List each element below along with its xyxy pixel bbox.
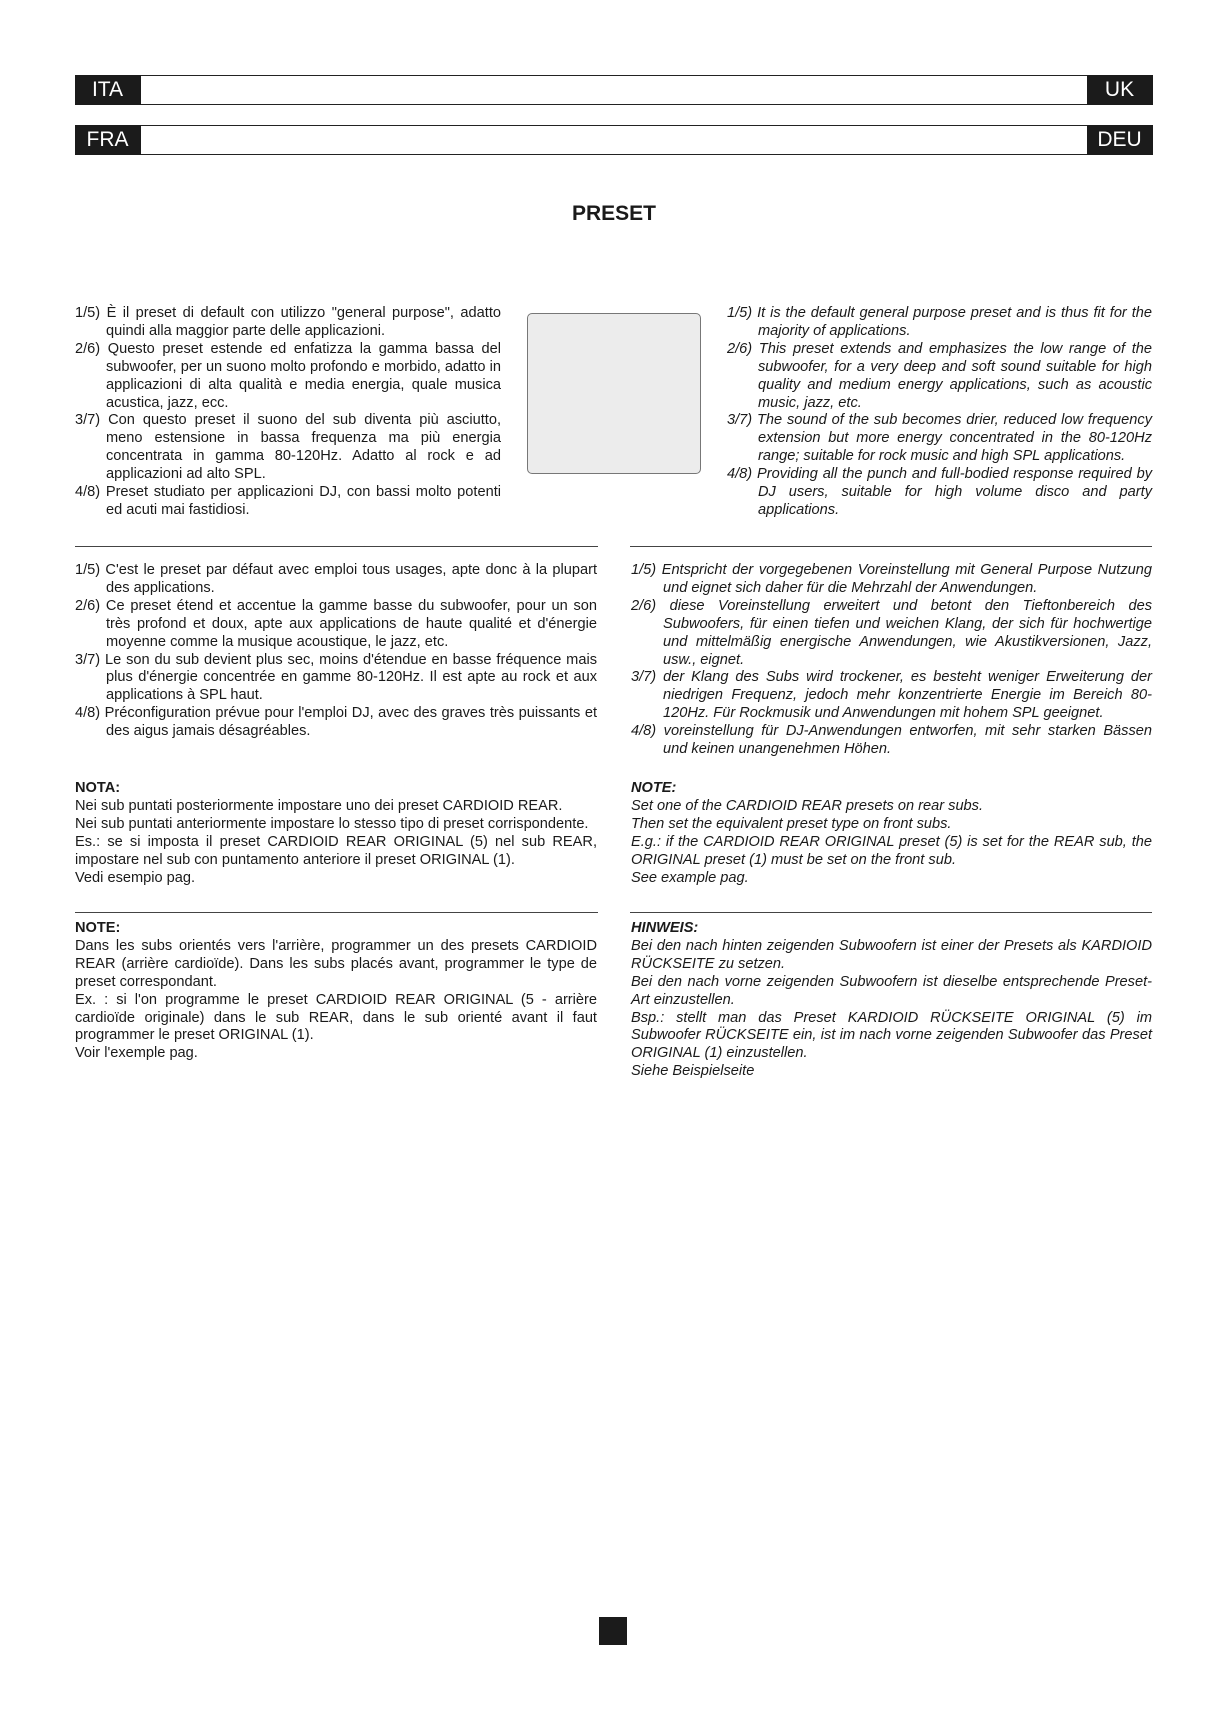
deu-note <box>631 920 1152 1081</box>
ita-note-title: NOTA: <box>75 780 121 796</box>
fra-note-line: Ex. : si l'on programme le preset CARDIOID REAR ORIGINAL (5 - arrière cardioïde originale) dans le sub REAR, dans le sub orienté avant il faut programmer le preset ORIGINAL (1). <box>75 991 597 1044</box>
header-bar-ita-uk <box>75 75 1152 105</box>
ita-preset-item: 3/7) Con questo preset il suono del sub diventa più asciutto, meno estensione in bassa frequenza ma più energia concentrata in gamma 80-120Hz. Adatto al rock e ad applicazioni ad alto SPL. <box>75 412 501 483</box>
ita-preset-item: 2/6) Questo preset estende ed enfatizza la gamma bassa del subwoofer, per un suono molto profondo e morbido, adatto in applicazioni di alta qualità e media energia, quale musica acustica, jazz, ecc. <box>75 340 501 411</box>
deu-note-line: Bei den nach hinten zeigenden Subwoofern ist einer der Presets als KARDIOID RÜCKSEITE zu setzen. <box>631 937 1152 972</box>
deu-note-title: HINWEIS: <box>631 920 699 936</box>
ita-note-line: Nei sub puntati anteriormente impostare lo stesso tipo di preset corrispondente. <box>75 815 589 832</box>
uk-note <box>631 780 1152 887</box>
uk-preset-item: 2/6) This preset extends and emphasizes the low range of the subwoofer, for a very deep and soft sound suitable for high quality and medium energy applications, such as acoustic music, jazz, etc. <box>727 340 1152 411</box>
uk-note-line: See example pag. <box>631 869 749 886</box>
page-title: PRESET <box>571 202 657 225</box>
page-number-box <box>599 1617 627 1645</box>
fra-note-line: Dans les subs orientés vers l'arrière, programmer un des presets CARDIOID REAR (arrière cardioïde). Dans les subs placés avant, programmer le type de preset correspondant. <box>75 937 597 990</box>
divider-left-1 <box>75 546 598 547</box>
uk-note-line: E.g.: if the CARDIOID REAR ORIGINAL preset (5) is set for the REAR sub, the ORIGINAL preset (1) must be set on the front sub. <box>631 833 1152 868</box>
fra-preset-list <box>75 562 597 741</box>
header-bar-fra-deu <box>75 125 1152 155</box>
language-tag-fra: FRA <box>75 125 141 155</box>
divider-right-1 <box>630 546 1152 547</box>
uk-preset-item: 3/7) The sound of the sub becomes drier, reduced low frequency extension but more energy concentrated in the 80-120Hz range; suitable for rock music and high SPL applications. <box>727 412 1152 465</box>
fra-note-title: NOTE: <box>75 920 121 936</box>
deu-preset-item: 3/7) der Klang des Subs wird trockener, es besteht weniger Erweiterung der niedrigen Frequenz, jedoch mehr konzentrierte Energie im Bereich 80-120Hz. Für Rockmusik und Anwendungen mit hohem SPL geeignet. <box>631 669 1152 722</box>
divider-left-2 <box>75 912 598 913</box>
ita-note-line: Es.: se si imposta il preset CARDIOID REAR ORIGINAL (5) nel sub REAR, impostare nel sub con puntamento anteriore il preset ORIGINAL (1). <box>75 833 597 868</box>
uk-note-line: Then set the equivalent preset type on front subs. <box>631 815 952 832</box>
fra-preset-item: 4/8) Préconfiguration prévue pour l'emploi DJ, avec des graves très puissants et des aigus jamais désagréables. <box>75 705 597 740</box>
fra-note <box>75 920 597 1063</box>
ita-note-line: Nei sub puntati posteriormente impostare uno dei preset CARDIOID REAR. <box>75 797 563 814</box>
deu-preset-item: 4/8) voreinstellung für DJ-Anwendungen entworfen, mit sehr starken Bässen und keinen unangenehmen Höhen. <box>631 723 1152 758</box>
deu-note-line: Bei den nach vorne zeigenden Subwoofern ist dieselbe entsprechende Preset-Art einzustellen. <box>631 973 1152 1008</box>
fra-note-line: Voir l'exemple pag. <box>75 1045 198 1062</box>
language-tag-uk: UK <box>1087 75 1153 105</box>
language-tag-deu: DEU <box>1087 125 1153 155</box>
ita-note <box>75 780 597 887</box>
uk-note-title: NOTE: <box>631 780 677 796</box>
divider-right-2 <box>630 912 1152 913</box>
fra-preset-item: 3/7) Le son du sub devient plus sec, moins d'étendue en basse fréquence mais plus d'énergie concentrée en gamme 80-120Hz. Il est apte au rock et aux applications à SPL haut. <box>75 651 597 704</box>
deu-preset-item: 1/5) Entspricht der vorgegebenen Voreinstellung mit General Purpose Nutzung und eignet sich daher für die Mehrzahl der Anwendungen. <box>631 562 1152 596</box>
uk-note-line: Set one of the CARDIOID REAR presets on rear subs. <box>631 797 984 814</box>
deu-preset-list <box>631 562 1152 759</box>
ita-preset-list <box>75 305 501 520</box>
deu-note-line: Bsp.: stellt man das Preset KARDIOID RÜCKSEITE ORIGINAL (5) im Subwoofer RÜCKSEITE ein, ist im nach vorne zeigenden Subwoofer das Preset ORIGINAL (1) einzustellen. <box>631 1009 1152 1062</box>
uk-preset-item: 4/8) Providing all the punch and full-bodied response required by DJ users, suitable for high volume disco and party applications. <box>727 466 1152 518</box>
deu-preset-item: 2/6) diese Voreinstellung erweitert und betont den Tieftonbereich des Subwoofers, für einen tiefen und weichen Klang, der sich für hochwertige und mittelmäßig energische Anwendungen, wie Akustikversionen, Jazz, usw., eignet. <box>631 597 1152 668</box>
language-tag-ita: ITA <box>75 75 141 105</box>
fra-preset-item: 2/6) Ce preset étend et accentue la gamme basse du subwoofer, pour un son très profond et doux, apte aux applications de haute qualité et d'énergie moyenne comme la musique acoustique, le jazz, etc. <box>75 597 597 650</box>
uk-preset-list <box>727 305 1152 520</box>
ita-preset-item: 4/8) Preset studiato per applicazioni DJ, con bassi molto potenti ed acuti mai fastidiosi. <box>75 484 501 518</box>
uk-preset-item: 1/5) It is the default general purpose preset and is thus fit for the majority of applications. <box>727 305 1152 339</box>
fra-preset-item: 1/5) C'est le preset par défaut avec emploi tous usages, apte donc à la plupart des applications. <box>75 562 597 596</box>
ita-preset-item: 1/5) È il preset di default con utilizzo "general purpose", adatto quindi alla maggior parte delle applicazioni. <box>75 305 501 339</box>
ita-note-line: Vedi esempio pag. <box>75 869 196 886</box>
deu-note-line: Siehe Beispielseite <box>631 1063 755 1080</box>
preset-image-placeholder <box>527 313 701 474</box>
